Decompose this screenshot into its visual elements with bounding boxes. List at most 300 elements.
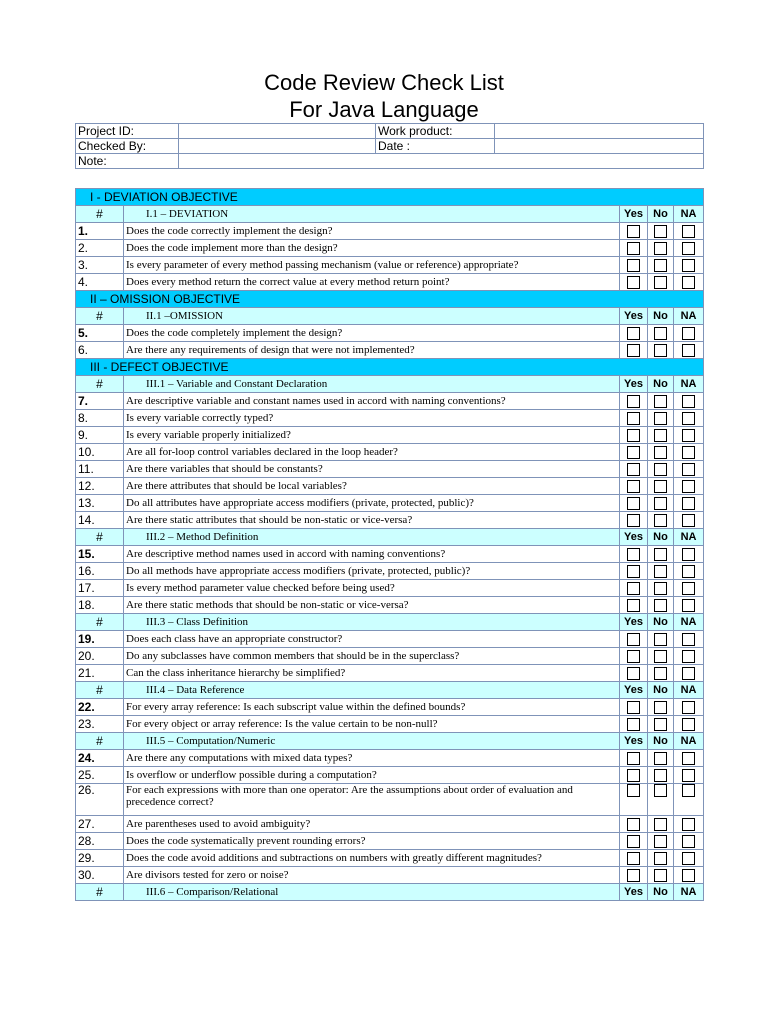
na-checkbox[interactable] bbox=[682, 480, 695, 493]
yes-cell bbox=[620, 867, 648, 884]
yes-checkbox[interactable] bbox=[627, 718, 640, 731]
yes-cell bbox=[620, 833, 648, 850]
checklist-item-row bbox=[76, 257, 704, 274]
yes-cell bbox=[620, 444, 648, 461]
no-checkbox[interactable] bbox=[654, 582, 667, 595]
yes-column-label: Yes bbox=[620, 884, 648, 901]
checklist-item-row bbox=[76, 699, 704, 716]
hash-column-label: # bbox=[76, 529, 124, 546]
no-cell bbox=[648, 767, 674, 784]
na-cell bbox=[674, 833, 704, 850]
no-column-label: No bbox=[648, 376, 674, 393]
item-question: Are there any requirements of design that were not implemented? bbox=[124, 342, 620, 359]
na-cell bbox=[674, 563, 704, 580]
no-checkbox[interactable] bbox=[654, 565, 667, 578]
subsection-header bbox=[76, 733, 704, 750]
na-cell bbox=[674, 867, 704, 884]
yes-checkbox[interactable] bbox=[627, 701, 640, 714]
yes-cell bbox=[620, 223, 648, 240]
item-question: Are there static attributes that should be non-static or vice-versa? bbox=[124, 512, 620, 529]
na-checkbox[interactable] bbox=[682, 548, 695, 561]
yes-cell bbox=[620, 410, 648, 427]
yes-cell bbox=[620, 716, 648, 733]
note-label: Note: bbox=[76, 154, 179, 169]
checklist-item-row bbox=[76, 274, 704, 291]
item-number: 8. bbox=[76, 410, 124, 427]
item-question: Do any subclasses have common members that should be in the superclass? bbox=[124, 648, 620, 665]
yes-checkbox[interactable] bbox=[627, 852, 640, 865]
hash-column-label: # bbox=[76, 614, 124, 631]
no-cell bbox=[648, 833, 674, 850]
na-column-label: NA bbox=[674, 614, 704, 631]
no-cell bbox=[648, 342, 674, 359]
item-question: For every object or array reference: Is the value certain to be non-null? bbox=[124, 716, 620, 733]
checked-by-field[interactable] bbox=[179, 139, 376, 154]
na-checkbox[interactable] bbox=[682, 242, 695, 255]
no-cell bbox=[648, 580, 674, 597]
na-column-label: NA bbox=[674, 529, 704, 546]
yes-cell bbox=[620, 461, 648, 478]
no-cell bbox=[648, 274, 674, 291]
no-column-label: No bbox=[648, 733, 674, 750]
na-cell bbox=[674, 580, 704, 597]
item-number: 18. bbox=[76, 597, 124, 614]
na-checkbox[interactable] bbox=[682, 225, 695, 238]
item-number: 11. bbox=[76, 461, 124, 478]
item-question: Is every variable properly initialized? bbox=[124, 427, 620, 444]
item-question: Does the code correctly implement the design? bbox=[124, 223, 620, 240]
na-cell bbox=[674, 597, 704, 614]
yes-cell bbox=[620, 342, 648, 359]
no-checkbox[interactable] bbox=[654, 463, 667, 476]
na-checkbox[interactable] bbox=[682, 497, 695, 510]
na-checkbox[interactable] bbox=[682, 718, 695, 731]
yes-column-label: Yes bbox=[620, 614, 648, 631]
no-checkbox[interactable] bbox=[654, 869, 667, 882]
item-question: Are parentheses used to avoid ambiguity? bbox=[124, 816, 620, 833]
checklist-item-row bbox=[76, 461, 704, 478]
no-cell bbox=[648, 546, 674, 563]
no-checkbox[interactable] bbox=[654, 667, 667, 680]
yes-column-label: Yes bbox=[620, 529, 648, 546]
na-cell bbox=[674, 631, 704, 648]
item-number: 21. bbox=[76, 665, 124, 682]
yes-cell bbox=[620, 850, 648, 867]
hash-column-label: # bbox=[76, 884, 124, 901]
na-cell bbox=[674, 342, 704, 359]
yes-checkbox[interactable] bbox=[627, 835, 640, 848]
item-question: Are descriptive method names used in accord with naming conventions? bbox=[124, 546, 620, 563]
item-question: For each expressions with more than one operator: Are the assumptions about order of evaluation and precedence correct? bbox=[124, 784, 620, 816]
item-number: 7. bbox=[76, 393, 124, 410]
yes-cell bbox=[620, 767, 648, 784]
yes-checkbox[interactable] bbox=[627, 752, 640, 765]
na-checkbox[interactable] bbox=[682, 463, 695, 476]
no-cell bbox=[648, 784, 674, 816]
item-number: 10. bbox=[76, 444, 124, 461]
no-cell bbox=[648, 223, 674, 240]
yes-cell bbox=[620, 816, 648, 833]
no-cell bbox=[648, 750, 674, 767]
na-checkbox[interactable] bbox=[682, 514, 695, 527]
checklist-item-row bbox=[76, 495, 704, 512]
no-cell bbox=[648, 495, 674, 512]
na-checkbox[interactable] bbox=[682, 633, 695, 646]
item-number: 13. bbox=[76, 495, 124, 512]
date-field[interactable] bbox=[495, 139, 704, 154]
no-column-label: No bbox=[648, 884, 674, 901]
na-checkbox[interactable] bbox=[682, 599, 695, 612]
no-checkbox[interactable] bbox=[654, 514, 667, 527]
na-cell bbox=[674, 427, 704, 444]
yes-checkbox[interactable] bbox=[627, 344, 640, 357]
na-checkbox[interactable] bbox=[682, 412, 695, 425]
na-checkbox[interactable] bbox=[682, 818, 695, 831]
no-cell bbox=[648, 648, 674, 665]
item-question: Are divisors tested for zero or noise? bbox=[124, 867, 620, 884]
no-checkbox[interactable] bbox=[654, 327, 667, 340]
item-number: 19. bbox=[76, 631, 124, 648]
item-question: Is every variable correctly typed? bbox=[124, 410, 620, 427]
item-question: Are there variables that should be constants? bbox=[124, 461, 620, 478]
no-checkbox[interactable] bbox=[654, 650, 667, 663]
hash-column-label: # bbox=[76, 733, 124, 750]
yes-column-label: Yes bbox=[620, 376, 648, 393]
checklist-item-row bbox=[76, 342, 704, 359]
item-number: 14. bbox=[76, 512, 124, 529]
hash-column-label: # bbox=[76, 376, 124, 393]
no-cell bbox=[648, 257, 674, 274]
checklist-item-row bbox=[76, 512, 704, 529]
yes-checkbox[interactable] bbox=[627, 446, 640, 459]
na-cell bbox=[674, 478, 704, 495]
checklist-item-row bbox=[76, 767, 704, 784]
item-number: 20. bbox=[76, 648, 124, 665]
checklist-item-row bbox=[76, 427, 704, 444]
item-number: 1. bbox=[76, 223, 124, 240]
subsection-title: III.5 – Computation/Numeric bbox=[124, 733, 620, 750]
no-checkbox[interactable] bbox=[654, 242, 667, 255]
no-cell bbox=[648, 461, 674, 478]
subsection-header bbox=[76, 376, 704, 393]
yes-cell bbox=[620, 580, 648, 597]
item-question: Does each class have an appropriate constructor? bbox=[124, 631, 620, 648]
yes-cell bbox=[620, 631, 648, 648]
item-number: 24. bbox=[76, 750, 124, 767]
no-checkbox[interactable] bbox=[654, 633, 667, 646]
na-cell bbox=[674, 648, 704, 665]
checklist-item-row bbox=[76, 784, 704, 816]
no-checkbox[interactable] bbox=[654, 259, 667, 272]
item-question: Can the class inheritance hierarchy be simplified? bbox=[124, 665, 620, 682]
checklist-item-row bbox=[76, 223, 704, 240]
no-checkbox[interactable] bbox=[654, 429, 667, 442]
document-title: Code Review Check List bbox=[264, 70, 504, 95]
item-question: Is every method parameter value checked before being used? bbox=[124, 580, 620, 597]
project-id-label: Project ID: bbox=[76, 124, 179, 139]
document-subtitle: For Java Language bbox=[289, 97, 479, 122]
na-cell bbox=[674, 850, 704, 867]
no-checkbox[interactable] bbox=[654, 395, 667, 408]
yes-checkbox[interactable] bbox=[627, 633, 640, 646]
subsection-header bbox=[76, 206, 704, 223]
yes-checkbox[interactable] bbox=[627, 276, 640, 289]
na-checkbox[interactable] bbox=[682, 667, 695, 680]
subsection-title: I.1 – DEVIATION bbox=[124, 206, 620, 223]
yes-checkbox[interactable] bbox=[627, 650, 640, 663]
checklist-item-row bbox=[76, 597, 704, 614]
item-number: 26. bbox=[76, 784, 124, 816]
item-number: 9. bbox=[76, 427, 124, 444]
na-checkbox[interactable] bbox=[682, 752, 695, 765]
na-column-label: NA bbox=[674, 308, 704, 325]
na-cell bbox=[674, 325, 704, 342]
yes-checkbox[interactable] bbox=[627, 463, 640, 476]
yes-cell bbox=[620, 257, 648, 274]
yes-column-label: Yes bbox=[620, 308, 648, 325]
yes-checkbox[interactable] bbox=[627, 242, 640, 255]
yes-column-label: Yes bbox=[620, 206, 648, 223]
yes-checkbox[interactable] bbox=[627, 784, 640, 797]
na-checkbox[interactable] bbox=[682, 869, 695, 882]
checklist-item-row bbox=[76, 393, 704, 410]
checklist-item-row bbox=[76, 716, 704, 733]
na-column-label: NA bbox=[674, 376, 704, 393]
note-field[interactable] bbox=[179, 154, 704, 169]
na-cell bbox=[674, 274, 704, 291]
yes-cell bbox=[620, 597, 648, 614]
work-product-field[interactable] bbox=[495, 124, 704, 139]
na-checkbox[interactable] bbox=[682, 276, 695, 289]
checklist-table bbox=[75, 188, 704, 901]
item-question: Are descriptive variable and constant names used in accord with naming conventions? bbox=[124, 393, 620, 410]
item-number: 3. bbox=[76, 257, 124, 274]
item-number: 16. bbox=[76, 563, 124, 580]
yes-cell bbox=[620, 784, 648, 816]
yes-cell bbox=[620, 665, 648, 682]
na-cell bbox=[674, 750, 704, 767]
no-checkbox[interactable] bbox=[654, 852, 667, 865]
no-cell bbox=[648, 699, 674, 716]
checklist-item-row bbox=[76, 750, 704, 767]
item-question: Do all attributes have appropriate access modifiers (private, protected, public)? bbox=[124, 495, 620, 512]
yes-checkbox[interactable] bbox=[627, 548, 640, 561]
no-checkbox[interactable] bbox=[654, 784, 667, 797]
yes-cell bbox=[620, 495, 648, 512]
checklist-item-row bbox=[76, 580, 704, 597]
no-checkbox[interactable] bbox=[654, 276, 667, 289]
checklist-item-row bbox=[76, 410, 704, 427]
na-checkbox[interactable] bbox=[682, 835, 695, 848]
yes-checkbox[interactable] bbox=[627, 480, 640, 493]
na-checkbox[interactable] bbox=[682, 395, 695, 408]
checklist-item-row bbox=[76, 850, 704, 867]
checklist-item-row bbox=[76, 325, 704, 342]
yes-column-label: Yes bbox=[620, 733, 648, 750]
na-cell bbox=[674, 461, 704, 478]
yes-checkbox[interactable] bbox=[627, 514, 640, 527]
na-checkbox[interactable] bbox=[682, 769, 695, 782]
na-checkbox[interactable] bbox=[682, 565, 695, 578]
yes-cell bbox=[620, 478, 648, 495]
subsection-title: III.6 – Comparison/Relational bbox=[124, 884, 620, 901]
na-checkbox[interactable] bbox=[682, 650, 695, 663]
checked-by-label: Checked By: bbox=[76, 139, 179, 154]
item-question: For every array reference: Is each subscript value within the defined bounds? bbox=[124, 699, 620, 716]
no-checkbox[interactable] bbox=[654, 446, 667, 459]
na-checkbox[interactable] bbox=[682, 344, 695, 357]
yes-cell bbox=[620, 274, 648, 291]
item-question: Does every method return the correct value at every method return point? bbox=[124, 274, 620, 291]
yes-cell bbox=[620, 427, 648, 444]
no-checkbox[interactable] bbox=[654, 769, 667, 782]
yes-checkbox[interactable] bbox=[627, 869, 640, 882]
no-checkbox[interactable] bbox=[654, 480, 667, 493]
work-product-label: Work product: bbox=[376, 124, 495, 139]
no-checkbox[interactable] bbox=[654, 752, 667, 765]
item-question: Are there attributes that should be local variables? bbox=[124, 478, 620, 495]
checklist-item-row bbox=[76, 631, 704, 648]
na-checkbox[interactable] bbox=[682, 582, 695, 595]
no-column-label: No bbox=[648, 614, 674, 631]
yes-cell bbox=[620, 325, 648, 342]
checklist-item-row bbox=[76, 478, 704, 495]
yes-checkbox[interactable] bbox=[627, 429, 640, 442]
item-number: 29. bbox=[76, 850, 124, 867]
na-cell bbox=[674, 767, 704, 784]
no-cell bbox=[648, 512, 674, 529]
na-cell bbox=[674, 223, 704, 240]
no-checkbox[interactable] bbox=[654, 599, 667, 612]
yes-checkbox[interactable] bbox=[627, 497, 640, 510]
yes-checkbox[interactable] bbox=[627, 565, 640, 578]
no-checkbox[interactable] bbox=[654, 497, 667, 510]
item-number: 25. bbox=[76, 767, 124, 784]
section-title: I - DEVIATION OBJECTIVE bbox=[76, 189, 704, 206]
project-id-field[interactable] bbox=[179, 124, 376, 139]
na-checkbox[interactable] bbox=[682, 327, 695, 340]
no-column-label: No bbox=[648, 682, 674, 699]
item-number: 30. bbox=[76, 867, 124, 884]
checklist-item-row bbox=[76, 665, 704, 682]
yes-checkbox[interactable] bbox=[627, 412, 640, 425]
no-cell bbox=[648, 478, 674, 495]
yes-checkbox[interactable] bbox=[627, 599, 640, 612]
no-checkbox[interactable] bbox=[654, 818, 667, 831]
na-checkbox[interactable] bbox=[682, 259, 695, 272]
yes-cell bbox=[620, 240, 648, 257]
item-question: Are there any computations with mixed data types? bbox=[124, 750, 620, 767]
no-checkbox[interactable] bbox=[654, 225, 667, 238]
yes-checkbox[interactable] bbox=[627, 225, 640, 238]
section-header bbox=[76, 189, 704, 206]
na-checkbox[interactable] bbox=[682, 852, 695, 865]
yes-cell bbox=[620, 393, 648, 410]
no-cell bbox=[648, 563, 674, 580]
item-question: Are all for-loop control variables declared in the loop header? bbox=[124, 444, 620, 461]
subsection-title: III.3 – Class Definition bbox=[124, 614, 620, 631]
na-column-label: NA bbox=[674, 682, 704, 699]
na-checkbox[interactable] bbox=[682, 429, 695, 442]
na-column-label: NA bbox=[674, 733, 704, 750]
no-cell bbox=[648, 816, 674, 833]
subsection-header bbox=[76, 682, 704, 699]
no-cell bbox=[648, 597, 674, 614]
hash-column-label: # bbox=[76, 682, 124, 699]
yes-checkbox[interactable] bbox=[627, 769, 640, 782]
yes-checkbox[interactable] bbox=[627, 259, 640, 272]
checklist-item-row bbox=[76, 833, 704, 850]
na-checkbox[interactable] bbox=[682, 446, 695, 459]
yes-checkbox[interactable] bbox=[627, 818, 640, 831]
item-number: 15. bbox=[76, 546, 124, 563]
no-cell bbox=[648, 665, 674, 682]
na-checkbox[interactable] bbox=[682, 701, 695, 714]
na-cell bbox=[674, 699, 704, 716]
na-column-label: NA bbox=[674, 206, 704, 223]
na-cell bbox=[674, 410, 704, 427]
checklist-item-row bbox=[76, 563, 704, 580]
no-checkbox[interactable] bbox=[654, 548, 667, 561]
na-cell bbox=[674, 240, 704, 257]
no-checkbox[interactable] bbox=[654, 701, 667, 714]
section-header bbox=[76, 359, 704, 376]
yes-checkbox[interactable] bbox=[627, 667, 640, 680]
no-checkbox[interactable] bbox=[654, 835, 667, 848]
na-column-label: NA bbox=[674, 884, 704, 901]
no-cell bbox=[648, 444, 674, 461]
subsection-header bbox=[76, 614, 704, 631]
yes-cell bbox=[620, 750, 648, 767]
no-cell bbox=[648, 393, 674, 410]
na-cell bbox=[674, 444, 704, 461]
checklist-item-row bbox=[76, 240, 704, 257]
hash-column-label: # bbox=[76, 308, 124, 325]
no-cell bbox=[648, 716, 674, 733]
na-checkbox[interactable] bbox=[682, 784, 695, 797]
item-question: Does the code systematically prevent rounding errors? bbox=[124, 833, 620, 850]
item-question: Does the code implement more than the design? bbox=[124, 240, 620, 257]
no-checkbox[interactable] bbox=[654, 412, 667, 425]
section-title: III - DEFECT OBJECTIVE bbox=[76, 359, 704, 376]
yes-checkbox[interactable] bbox=[627, 327, 640, 340]
section-title: II – OMISSION OBJECTIVE bbox=[76, 291, 704, 308]
no-cell bbox=[648, 240, 674, 257]
item-number: 4. bbox=[76, 274, 124, 291]
no-checkbox[interactable] bbox=[654, 344, 667, 357]
no-checkbox[interactable] bbox=[654, 718, 667, 731]
yes-column-label: Yes bbox=[620, 682, 648, 699]
subsection-header bbox=[76, 529, 704, 546]
checklist-item-row bbox=[76, 867, 704, 884]
item-number: 28. bbox=[76, 833, 124, 850]
no-cell bbox=[648, 867, 674, 884]
item-number: 6. bbox=[76, 342, 124, 359]
na-cell bbox=[674, 816, 704, 833]
no-cell bbox=[648, 850, 674, 867]
na-cell bbox=[674, 257, 704, 274]
subsection-title: III.1 – Variable and Constant Declaration bbox=[124, 376, 620, 393]
item-question: Does the code avoid additions and subtractions on numbers with greatly different magnitudes? bbox=[124, 850, 620, 867]
na-cell bbox=[674, 546, 704, 563]
checklist-item-row bbox=[76, 816, 704, 833]
yes-checkbox[interactable] bbox=[627, 582, 640, 595]
na-cell bbox=[674, 495, 704, 512]
item-question: Is overflow or underflow possible during a computation? bbox=[124, 767, 620, 784]
project-info-table bbox=[75, 123, 704, 169]
yes-checkbox[interactable] bbox=[627, 395, 640, 408]
checklist-item-row bbox=[76, 546, 704, 563]
